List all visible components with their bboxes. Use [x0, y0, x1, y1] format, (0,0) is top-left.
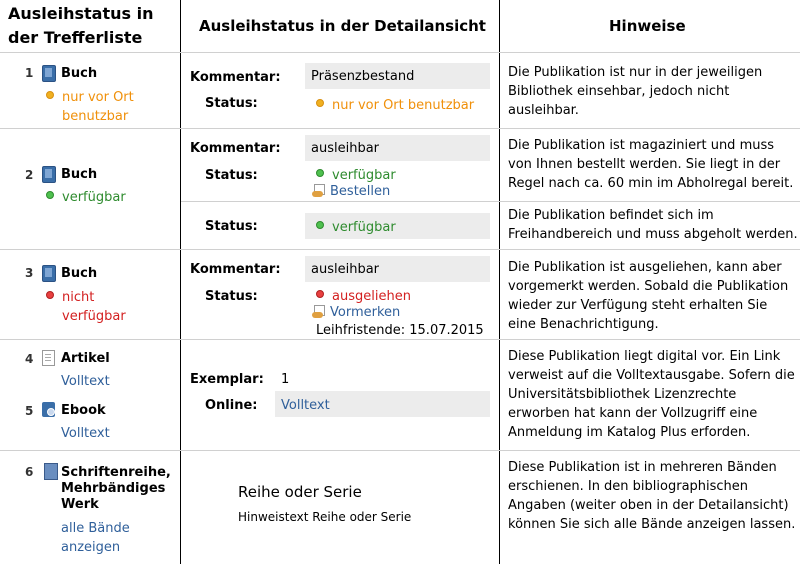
hint-text: Die Publikation ist ausgeliehen, kann aber vorgemerkt werden. Sobald die Publikation wieder zur Verfügung steht erhalten Sie eine Benachrichtigung. [508, 260, 789, 332]
kommentar-label: Kommentar: [190, 141, 281, 156]
media-type: Ebook [61, 403, 106, 418]
availability-status [46, 88, 166, 126]
row-divider [0, 249, 800, 250]
hint-text: Die Publikation befindet sich im Freihandbereich und muss abgeholt werden. [508, 208, 798, 242]
cart-icon [312, 305, 326, 319]
status-text: nicht verfügbar [62, 290, 126, 324]
status-dot-icon [46, 91, 54, 99]
detail-status: verfügbar [316, 220, 396, 235]
serie-title: Reihe oder Serie [238, 483, 362, 501]
vormerken-link[interactable]: Vormerken [330, 305, 401, 320]
row-number: 4 [25, 352, 34, 366]
kommentar-value: Präsenzbestand [311, 69, 415, 84]
row-number: 1 [25, 66, 34, 80]
row-divider [0, 339, 800, 340]
series-icon [44, 463, 58, 480]
status-dot-icon [46, 291, 54, 299]
row-number: 3 [25, 266, 34, 280]
status-label: Status: [205, 289, 258, 304]
ebook-icon [42, 402, 55, 417]
status-dot-icon [316, 290, 324, 298]
volltext-link[interactable]: Volltext [61, 374, 110, 389]
book-icon [42, 265, 56, 282]
media-type: Schriftenreihe, Mehrbändiges Werk [61, 465, 171, 512]
hint-text: Diese Publikation ist in mehreren Bänden erschienen. In den bibliographischen Angaben (weiter oben in der Detailansicht) können Sie sich alle Bände anzeigen lassen. [508, 460, 796, 532]
detail-status: ausgeliehen [316, 289, 411, 304]
header-trefferliste: Ausleihstatus in der Trefferliste [8, 4, 154, 47]
online-label: Online: [205, 398, 258, 413]
media-type: Buch [61, 266, 98, 281]
detail-status: verfügbar [316, 168, 396, 183]
row-divider [181, 201, 800, 202]
kommentar-label: Kommentar: [190, 262, 281, 277]
row-divider [0, 52, 800, 53]
status-dot-icon [316, 169, 324, 177]
kommentar-label: Kommentar: [190, 70, 281, 85]
media-type: Artikel [61, 351, 110, 366]
row-divider [0, 128, 800, 129]
header-hinweise: Hinweise [609, 17, 686, 35]
book-icon [42, 65, 56, 82]
volltext-link[interactable]: Volltext [61, 426, 110, 441]
detail-status: nur vor Ort benutzbar [316, 98, 474, 113]
exemplar-label: Exemplar: [190, 372, 264, 387]
media-type: Buch [61, 66, 98, 81]
media-type: Buch [61, 167, 98, 182]
hint-text: Die Publikation ist magaziniert und muss von Ihnen bestellt werden. Sie liegt in der Regel nach ca. 60 min im Abholregal bereit. [508, 138, 794, 191]
status-label: Status: [205, 219, 258, 234]
status-text: nur vor Ort benutzbar [62, 90, 134, 124]
column-divider-1 [180, 0, 181, 564]
status-label: Status: [205, 96, 258, 111]
document-icon [42, 350, 55, 366]
header-detailansicht: Ausleihstatus in der Detailansicht [199, 17, 486, 35]
status-dot-icon [46, 191, 54, 199]
online-volltext-link[interactable]: Volltext [281, 398, 330, 413]
alle-baende-link[interactable]: alle Bände anzeigen [61, 521, 130, 555]
row-number: 6 [25, 465, 34, 479]
cart-icon [312, 184, 326, 198]
serie-text: Hinweistext Reihe oder Serie [238, 510, 412, 524]
status-dot-icon [316, 99, 324, 107]
kommentar-value: ausleihbar [311, 262, 380, 277]
kommentar-value: ausleihbar [311, 141, 380, 156]
availability-status: verfügbar [46, 190, 126, 205]
availability-status [46, 288, 166, 326]
hint-text: Diese Publikation liegt digital vor. Ein Link verweist auf die Volltextausgabe. Sofern die Universitätsbibliothek Lizenzrechte erworben hat kann der Vollzugriff eine Anmeldung im Katalog Plus erforden. [508, 349, 795, 440]
book-icon [42, 166, 56, 183]
row-divider [0, 450, 800, 451]
row-number: 2 [25, 168, 34, 182]
column-divider-2 [499, 0, 500, 564]
hint-text: Die Publikation ist nur in der jeweiligen Bibliothek einsehbar, jedoch nicht ausleihbar. [508, 65, 763, 118]
bestellen-link[interactable]: Bestellen [330, 184, 391, 199]
exemplar-value: 1 [281, 372, 290, 387]
status-label: Status: [205, 168, 258, 183]
row-number: 5 [25, 404, 34, 418]
status-dot-icon [316, 221, 324, 229]
due-date: Leihfristende: 15.07.2015 [316, 323, 484, 338]
